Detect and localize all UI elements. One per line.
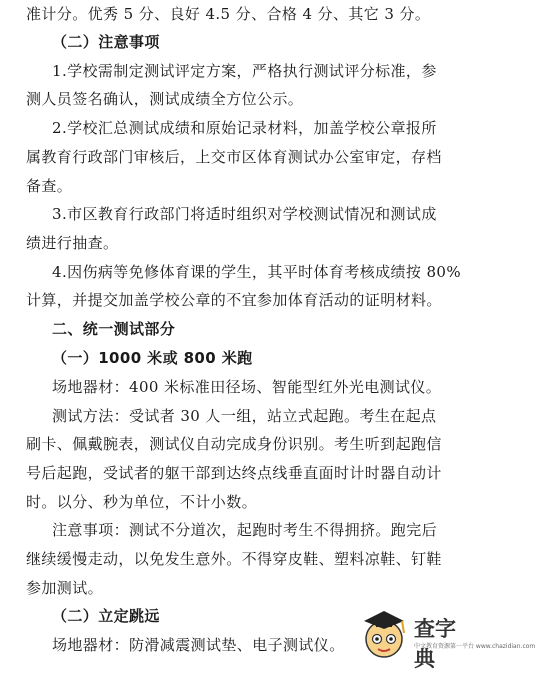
logo-name: 查字典: [414, 617, 456, 671]
paragraph-line: 3.市区教育行政部门将适时组织对学校测试情况和测试成: [52, 205, 437, 223]
paragraph-line: 属教育行政部门审核后，上交市区体育测试办公室审定，存档: [26, 148, 442, 166]
logo-subtitle: 中文教育资源第一平台 www.chazidian.com: [414, 643, 535, 650]
paragraph-line: 测试方法：受试者 30 人一组，站立式起跑。考生在起点: [52, 407, 437, 425]
paragraph-line: 备查。: [26, 177, 73, 195]
paragraph-line: 准计分。优秀 5 分、良好 4.5 分、合格 4 分、其它 3 分。: [26, 5, 431, 23]
paragraph-line: 测人员签名确认，测试成绩全方位公示。: [26, 90, 304, 108]
paragraph-line: 1.学校需制定测试评定方案，严格执行测试评分标准，参: [52, 62, 437, 80]
subsection-heading: （二）立定跳远: [52, 607, 160, 625]
paragraph-line: 场地器材：防滑减震测试垫、电子测试仪。: [52, 636, 345, 654]
paragraph-line: 计算，并提交加盖学校公章的不宜参加体育活动的证明材料。: [26, 291, 442, 309]
paragraph-line: 4.因伤病等免修体育课的学生，其平时体育考核成绩按 80%: [52, 263, 462, 281]
mascot-icon: [356, 607, 412, 663]
paragraph-line: 2.学校汇总测试成绩和原始记录材料，加盖学校公章报所: [52, 119, 437, 137]
paragraph-line: 绩进行抽查。: [26, 234, 119, 252]
site-logo: [356, 607, 535, 671]
section-heading: （二）注意事项: [52, 33, 160, 51]
paragraph-line: 场地器材：400 米标准田径场、智能型红外光电测试仪。: [52, 378, 442, 396]
paragraph-line: 注意事项：测试不分道次，起跑时考生不得拥挤。跑完后: [52, 521, 438, 539]
paragraph-line: 参加测试。: [26, 579, 104, 597]
paragraph-line: 时。以分、秒为单位，不计小数。: [26, 493, 258, 511]
paragraph-line: 继续缓慢走动，以免发生意外。不得穿皮鞋、塑料凉鞋、钉鞋: [26, 550, 442, 568]
paragraph-line: 刷卡、佩戴腕表，测试仪自动完成身份识别。考生听到起跑信: [26, 435, 442, 453]
section-heading: 二、统一测试部分: [52, 320, 176, 338]
subsection-heading: （一）1000 米或 800 米跑: [52, 349, 253, 367]
paragraph-line: 号后起跑，受试者的躯干部到达终点线垂直面时计时器自动计: [26, 464, 442, 482]
